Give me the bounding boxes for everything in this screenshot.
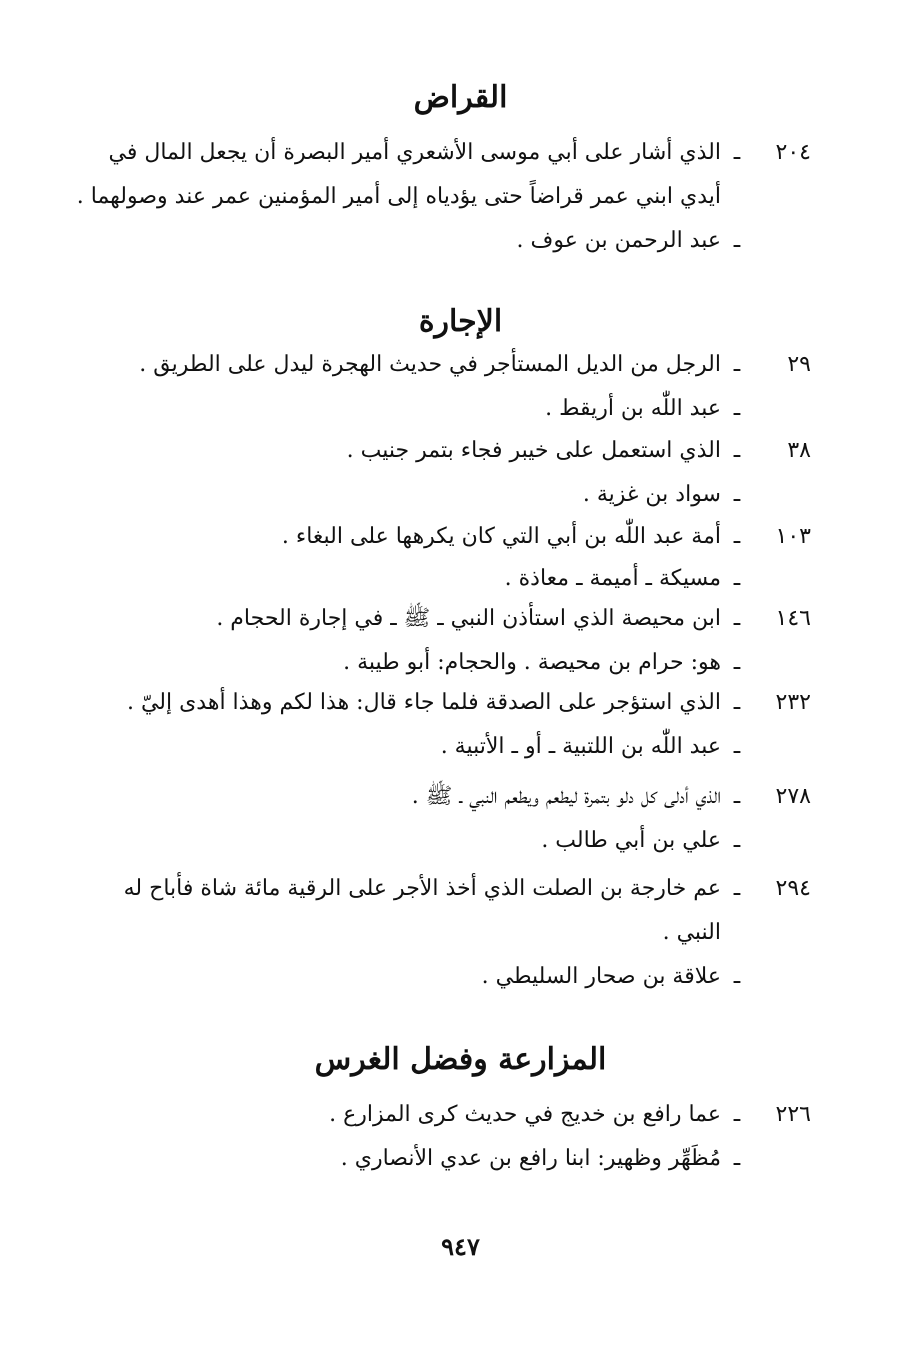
entry-number: ٢٣٢ bbox=[775, 690, 811, 715]
entry-dash: ـ bbox=[733, 734, 741, 759]
section-title-muzaraa: المزارعة وفضل الغرس bbox=[314, 1042, 607, 1077]
entry-answer-text: مسيكة ـ أميمة ـ معاذة . bbox=[504, 566, 721, 591]
entry-question-text: الذي أشار على أبي موسى الأشعري أمير البصرة أن يجعل المال في bbox=[108, 140, 721, 165]
entry-question-text: الرجل من الديل المستأجر في حديث الهجرة ليدل على الطريق . bbox=[139, 352, 721, 377]
entry-question-text: الذي استؤجر على الصدقة فلما جاء قال: هذا لكم وهذا أهدى إليّ . bbox=[126, 690, 721, 715]
entry-question-text: الذي استعمل على خيبر فجاء بتمر جنيب . bbox=[346, 438, 721, 463]
entry-question-text: ابن محيصة الذي استأذن النبي ـ ﷺ ـ في إجارة الحجام . bbox=[216, 606, 721, 631]
entry-dash: ـ bbox=[733, 876, 741, 901]
entry-question-text: أيدي ابني عمر قراضاً حتى يؤدياه إلى أمير المؤمنين عمر عند وصولهما . bbox=[76, 184, 721, 209]
entry-answer-text: علي بن أبي طالب . bbox=[541, 828, 721, 853]
section-title-ijara: الإجارة bbox=[418, 304, 503, 339]
entry-number: ٢٢٦ bbox=[775, 1102, 811, 1127]
entry-answer-text: عبد اللّٰه بن اللتبية ـ أو ـ الأتبية . bbox=[440, 734, 721, 759]
entry-dash: ـ bbox=[733, 228, 741, 253]
entry-dash: ـ bbox=[733, 650, 741, 675]
entry-dash: ـ bbox=[733, 438, 741, 463]
entry-dash: ـ bbox=[733, 690, 741, 715]
entry-dash: ـ bbox=[733, 1102, 741, 1127]
entry-number: ٣٨ bbox=[787, 438, 811, 463]
entry-number: ٢٩٤ bbox=[775, 876, 811, 901]
entry-number: ١٠٣ bbox=[775, 524, 811, 549]
entry-question-text: أمة عبد اللّٰه بن أبي التي كان يكرهها على البغاء . bbox=[281, 524, 721, 549]
entry-dash: ـ bbox=[733, 606, 741, 631]
entry-number: ٢٠٤ bbox=[775, 140, 811, 165]
entry-answer-text: عبد الرحمن بن عوف . bbox=[516, 228, 721, 253]
entry-dash: ـ bbox=[733, 784, 741, 809]
entry-answer-text: مُظَهِّر وظهير: ابنا رافع بن عدي الأنصاري . bbox=[340, 1146, 721, 1171]
entry-dash: ـ bbox=[733, 396, 741, 421]
entry-answer-text: سواد بن غزية . bbox=[582, 482, 721, 507]
section-title-qirad: القراض bbox=[413, 80, 508, 115]
entry-dash: ـ bbox=[733, 140, 741, 165]
entry-dash: ـ bbox=[733, 566, 741, 591]
page-number: ٩٤٧ bbox=[441, 1232, 480, 1261]
entry-question-text: عم خارجة بن الصلت الذي أخذ الأجر على الرقية مائة شاة فأباح له bbox=[123, 876, 721, 901]
entry-number: ٢٩ bbox=[787, 352, 811, 377]
entry-question-text: الذي أدلى كل دلو بتمرة ليطعم ويطعم النبي ـ ﷺ . bbox=[411, 784, 721, 809]
entry-dash: ـ bbox=[733, 964, 741, 989]
entry-number: ٢٧٨ bbox=[775, 784, 811, 809]
entry-answer-text: هو: حرام بن محيصة . والحجام: أبو طيبة . bbox=[343, 650, 721, 675]
entry-answer-text: علاقة بن صحار السليطي . bbox=[481, 964, 721, 989]
entry-dash: ـ bbox=[733, 524, 741, 549]
entry-question-text: عما رافع بن خديج في حديث كرى المزارع . bbox=[329, 1102, 721, 1127]
entry-dash: ـ bbox=[733, 1146, 741, 1171]
entry-dash: ـ bbox=[733, 482, 741, 507]
entry-dash: ـ bbox=[733, 828, 741, 853]
entry-dash: ـ bbox=[733, 352, 741, 377]
entry-number: ١٤٦ bbox=[775, 606, 811, 631]
entry-question-text: النبي . bbox=[662, 920, 721, 945]
entry-answer-text: عبد اللّٰه بن أريقط . bbox=[545, 396, 721, 421]
